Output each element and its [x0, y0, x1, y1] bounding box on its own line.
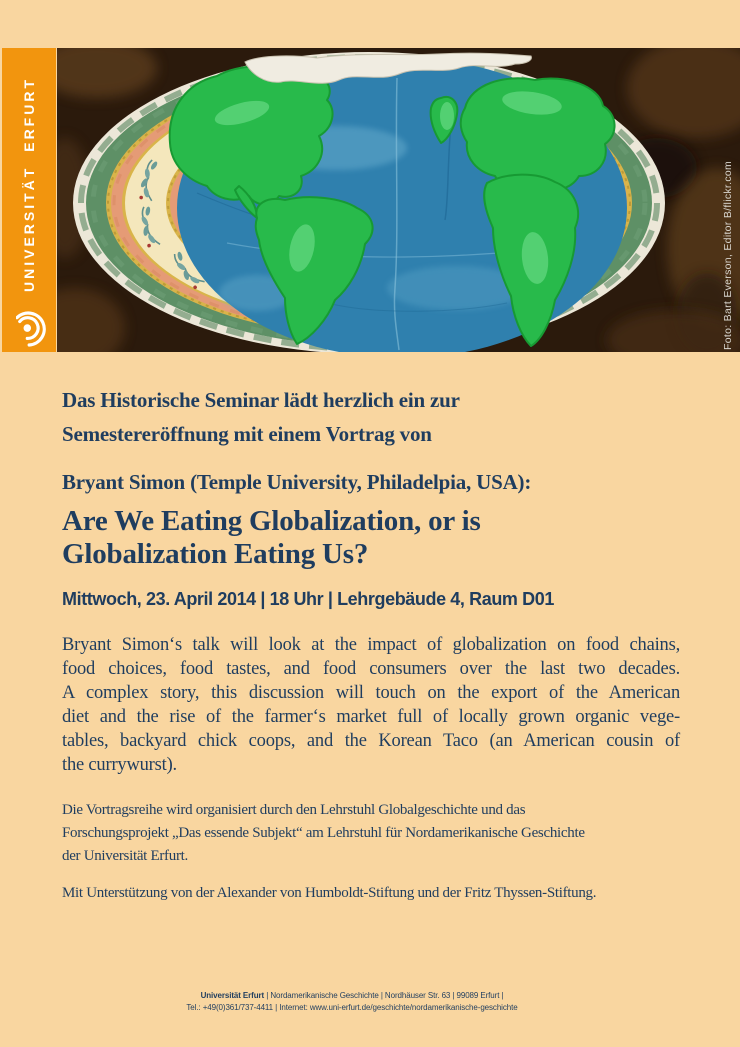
footer-address: | Nordamerikanische Geschichte | Nordhäuser Str. 63 | 99089 Erfurt |	[264, 991, 504, 1000]
abstract-line: Bryant Simon‘s talk will look at the impact of globalization on food chains,	[62, 635, 680, 655]
organizer-line: Die Vortragsreihe wird organisiert durch den Lehrstuhl Globalgeschichte und das	[62, 802, 526, 818]
abstract-line: the currywurst).	[62, 755, 177, 776]
footer-line-1	[0, 990, 704, 1002]
university-name-vertical: UNIVERSITÄT ERFURT	[21, 77, 37, 292]
world-cake-photo-art	[57, 48, 740, 352]
photo-credit: Foto: Bart Everson, Editor B/flickr.com	[722, 160, 734, 350]
title-line: Globalization Eating Us?	[62, 538, 369, 570]
footer-line-2: Tel.: +49(0)361/737-4411 | Internet: www.uni-erfurt.de/geschichte/nordamerikanische-geschichte	[186, 1003, 518, 1012]
abstract-line: diet and the rise of the farmer‘s market full of locally grown organic vege-	[62, 707, 680, 728]
event-details: Mittwoch, 23. April 2014 | 18 Uhr | Lehrgebäude 4, Raum D01	[62, 589, 554, 609]
footer-contact	[0, 990, 740, 1014]
support-note: Mit Unterstützung von der Alexander von Humboldt-Stiftung und der Fritz Thyssen-Stiftung.	[62, 885, 597, 901]
invitation-intro	[62, 383, 680, 451]
world-cake-photo	[57, 48, 740, 352]
universitaet-erfurt-logo	[16, 308, 48, 350]
university-banner	[2, 48, 56, 352]
organizer-line: der Universität Erfurt.	[62, 848, 188, 864]
abstract-line: A complex story, this discussion will touch on the export of the American	[62, 683, 680, 704]
lecture-title	[62, 505, 680, 571]
organizer-note	[62, 799, 680, 868]
organizer-line: Forschungsprojekt „Das essende Subjekt“ am Lehrstuhl für Nordamerikanische Geschichte	[62, 825, 585, 841]
abstract-line: tables, backyard chick coops, and the Korean Taco (an American cousin of	[62, 731, 680, 752]
talk-abstract	[62, 633, 680, 778]
abstract-line: food choices, food tastes, and food consumers over the last two decades.	[62, 659, 680, 680]
title-line: Are We Eating Globalization, or is	[62, 505, 481, 537]
intro-line: Semestereröffnung mit einem Vortrag von	[62, 422, 432, 446]
footer-university-name: Universität Erfurt	[200, 991, 265, 1000]
speaker-line: Bryant Simon (Temple University, Philadelpia, USA):	[62, 470, 532, 494]
intro-line: Das Historische Seminar lädt herzlich ein zur	[62, 388, 460, 412]
